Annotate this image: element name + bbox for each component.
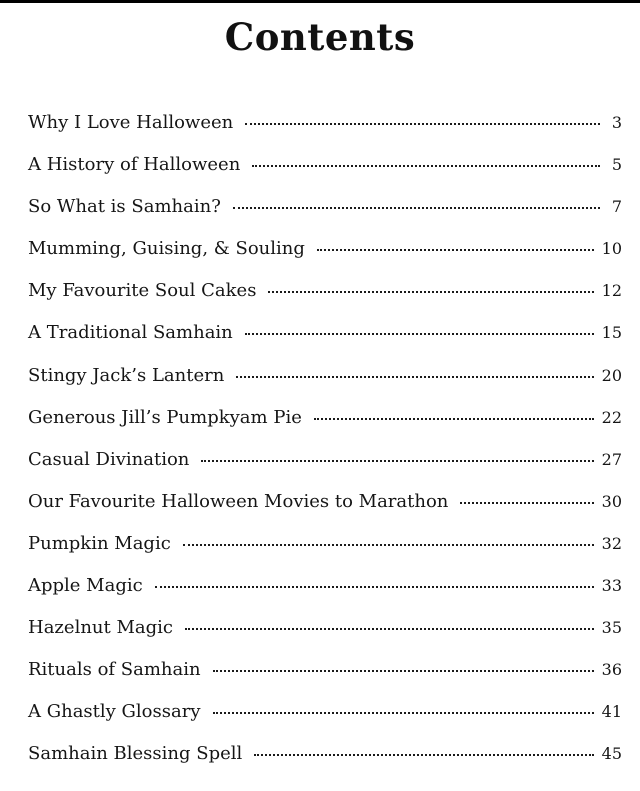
page-title: Contents <box>224 15 416 59</box>
toc-entry-page: 15 <box>601 323 622 343</box>
toc-entry-title: Why I Love Halloween <box>28 112 234 133</box>
table-of-contents <box>28 102 622 776</box>
dot-leader <box>185 627 594 630</box>
toc-entry-page: 35 <box>601 618 622 638</box>
dot-leader <box>245 122 600 125</box>
toc-entry-title: Apple Magic <box>28 575 143 597</box>
toc-entry-title: Casual Divination <box>28 448 190 470</box>
toc-entry-title: Mumming, Guising, & Souling <box>28 238 305 260</box>
dot-leader <box>155 585 594 588</box>
toc-entry-page: 36 <box>601 660 622 680</box>
toc-entry-title: A History of Halloween <box>28 154 241 176</box>
toc-entry-title: Rituals of Samhain <box>28 659 201 681</box>
dot-leader <box>460 501 593 504</box>
toc-entry-title: Generous Jill’s Pumpkyam Pie <box>28 406 302 428</box>
toc-entry[interactable] <box>28 649 622 691</box>
dot-leader <box>314 417 594 420</box>
dot-leader <box>252 164 600 167</box>
toc-entry-title: So What is Samhain? <box>28 196 221 218</box>
toc-entry[interactable] <box>28 691 622 733</box>
toc-entry[interactable] <box>28 439 622 481</box>
toc-entry-page: 10 <box>601 239 622 259</box>
top-border-rule <box>0 0 640 3</box>
toc-entry[interactable] <box>28 270 622 312</box>
toc-entry-page: 3 <box>611 113 622 132</box>
toc-entry-title: My Favourite Soul Cakes <box>28 280 257 302</box>
dot-leader <box>233 206 600 209</box>
dot-leader <box>213 711 594 714</box>
toc-entry[interactable] <box>28 481 622 523</box>
toc-entry[interactable] <box>28 355 622 397</box>
toc-entry[interactable] <box>28 733 622 775</box>
toc-entry[interactable] <box>28 397 622 439</box>
dot-leader <box>201 459 593 462</box>
toc-entry-page: 22 <box>601 407 622 427</box>
toc-entry-page: 41 <box>601 702 622 722</box>
toc-entry-title: A Traditional Samhain <box>28 322 233 344</box>
toc-entry-page: 27 <box>601 449 622 469</box>
toc-entry-title: Stingy Jack’s Lantern <box>28 364 225 386</box>
dot-leader <box>183 543 594 546</box>
toc-entry-page: 33 <box>601 576 622 596</box>
dot-leader <box>213 669 594 672</box>
toc-entry-title: Samhain Blessing Spell <box>28 743 243 765</box>
toc-entry[interactable] <box>28 523 622 565</box>
toc-entry[interactable] <box>28 565 622 607</box>
toc-entry[interactable] <box>28 102 622 144</box>
dot-leader <box>236 375 593 378</box>
toc-entry-page: 7 <box>611 197 622 217</box>
toc-entry[interactable] <box>28 607 622 649</box>
dot-leader <box>245 332 594 335</box>
toc-entry[interactable] <box>28 228 622 270</box>
toc-entry-title: Pumpkin Magic <box>28 532 171 554</box>
toc-entry[interactable] <box>28 144 622 186</box>
dot-leader <box>254 753 593 756</box>
toc-entry-page: 30 <box>601 491 622 511</box>
toc-entry[interactable] <box>28 186 622 228</box>
toc-entry-page: 20 <box>601 365 622 385</box>
toc-entry-page: 32 <box>601 533 622 553</box>
toc-entry-title: A Ghastly Glossary <box>28 701 201 723</box>
toc-entry-page: 45 <box>601 744 622 764</box>
toc-entry-page: 5 <box>611 155 622 175</box>
dot-leader <box>317 248 594 251</box>
toc-entry-title: Our Favourite Halloween Movies to Marathon <box>28 490 449 512</box>
toc-entry-page: 12 <box>601 281 622 301</box>
toc-entry[interactable] <box>28 312 622 354</box>
dot-leader <box>268 290 593 293</box>
toc-entry-title: Hazelnut Magic <box>28 617 173 639</box>
